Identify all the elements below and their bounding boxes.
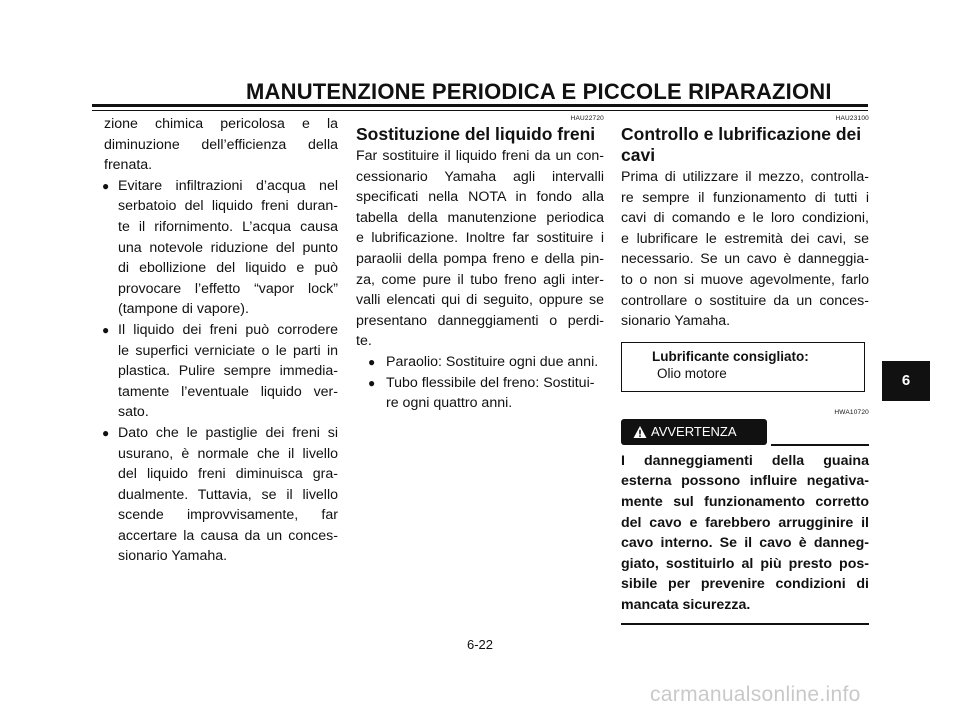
text-line: serbatoio del liquido freni duran- <box>118 198 338 215</box>
text-line: mente sul funzionamento corretto <box>621 493 869 510</box>
text-line: e lubrificazione. Inoltre far sostituire i <box>356 230 604 247</box>
warning-text <box>621 451 869 616</box>
text-line: paraolii della pompa freno e della pin- <box>356 250 604 267</box>
column-2 <box>356 114 604 414</box>
text-line: una notevole riduzione del punto <box>118 239 338 256</box>
text-line: le superfici verniciate o le parti in <box>118 342 338 359</box>
lubricant-box <box>621 342 865 392</box>
section-body <box>356 146 604 352</box>
warning-label: AVVERTENZA <box>651 423 737 439</box>
text-line: sionario Yamaha. <box>621 313 731 330</box>
section-title: Sostituzione del liquido freni <box>356 124 596 144</box>
text-line: sibile per prevenire condizioni di <box>621 576 869 593</box>
text-line: re ogni quattro anni. <box>386 395 513 412</box>
bullet-item <box>104 320 338 423</box>
text-line: I danneggiamenti della guaina <box>621 452 869 469</box>
text-line: plastica. Pulire sempre immedia- <box>118 363 338 380</box>
lubricant-value: Olio motore <box>657 365 727 381</box>
text-line: usurano, è normale che il livello <box>118 445 338 462</box>
text-line: del cavo e farebbero arrugginire il <box>621 514 869 531</box>
bullet-list <box>356 352 604 414</box>
warning-header <box>621 419 869 445</box>
warning-code: HWA10720 <box>834 408 869 416</box>
text-line: esterna possono influire negativa- <box>621 473 869 490</box>
text-line: cavi di comando e le loro condizioni, <box>621 210 869 227</box>
text-line: mancata sicurezza. <box>621 596 751 613</box>
text-line: zione chimica pericolosa e la <box>104 116 338 132</box>
text-line: tamente l’eventuale liquido ver- <box>118 383 338 400</box>
watermark: carmanualsonline.info <box>650 683 861 706</box>
bullet-icon: ● <box>102 425 110 440</box>
bullet-icon: ● <box>368 375 376 390</box>
bullet-icon: ● <box>368 354 376 369</box>
page-number: 6-22 <box>466 637 494 652</box>
text-line: za, come pure il tubo freno agli inter- <box>356 271 604 288</box>
text-line: scende improvvisamente, far <box>118 507 338 524</box>
section-title <box>621 124 869 166</box>
title-line: Controllo e lubrificazione dei <box>621 124 862 144</box>
text-line: (tampone di vapore). <box>118 301 249 318</box>
text-line: cessionario Yamaha agli intervalli <box>356 168 604 185</box>
lubricant-label: Lubrificante consigliato: <box>652 348 809 364</box>
text-line: provocare l’effetto “vapor lock” <box>118 280 338 297</box>
warning-triangle-icon <box>633 425 647 439</box>
text-line: accertare la causa da un conces- <box>118 527 338 544</box>
text-line: presentano danneggiamenti o perdi- <box>356 312 604 329</box>
section-body <box>621 167 869 332</box>
column-3 <box>621 114 869 625</box>
intro-paragraph <box>104 114 338 176</box>
text-line: cavo interno. Se il cavo è danneg- <box>621 535 869 552</box>
text-line: Far sostituire il liquido freni da un con- <box>356 148 604 164</box>
text-line: e lubrificare le estremità dei cavi, se <box>621 230 869 247</box>
warning-bottom-rule <box>621 623 869 625</box>
bullet-item <box>370 352 604 373</box>
text-line: Tubo flessibile del freno: Sostitui- <box>386 374 595 391</box>
page-title: MANUTENZIONE PERIODICA E PICCOLE RIPARAZIONI <box>246 79 832 104</box>
text-line: re sempre il funzionamento di tutti i <box>621 189 869 206</box>
bullet-icon: ● <box>102 178 110 193</box>
text-line: necessario. Se un cavo è danneggia- <box>621 251 869 268</box>
title-line: cavi <box>621 145 656 165</box>
text-line: specificati nella NOTA in fondo alla <box>356 189 604 206</box>
bullet-item <box>104 176 338 320</box>
text-line: sato. <box>118 404 149 421</box>
text-line: sionario Yamaha. <box>118 548 228 565</box>
bullet-item <box>104 423 338 567</box>
text-line: del liquido freni diminuisca gra- <box>118 466 338 483</box>
bullet-item <box>370 373 604 414</box>
text-line: te. <box>356 333 372 350</box>
text-line: Dato che le pastiglie dei freni si <box>118 424 338 441</box>
text-line: valli elencati qui di seguito, oppure se <box>356 292 604 309</box>
text-line: controllare o sostituire da un conces- <box>621 292 869 309</box>
text-line: Paraolio: Sostituire ogni due anni. <box>386 353 599 370</box>
warning-badge <box>621 419 767 445</box>
text-line: dualmente. Tuttavia, se il livello <box>118 486 338 503</box>
text-line: Il liquido dei freni può corrodere <box>118 321 338 338</box>
bullet-icon: ● <box>102 322 110 337</box>
header-rule-thin <box>92 110 868 111</box>
text-line: to o non si muove agevolmente, farlo <box>621 271 869 288</box>
text-line: di ebollizione del liquido e può <box>118 260 338 277</box>
text-line: te il rifornimento. L’acqua causa <box>118 218 338 235</box>
header-rule-thick <box>92 104 868 107</box>
text-line: diminuzione dell’efficienza della <box>104 136 338 153</box>
section-code: HAU22720 <box>570 115 604 122</box>
text-line: giato, sostituirlo al più presto pos- <box>621 555 869 572</box>
text-line: frenata. <box>104 157 153 174</box>
text-line: Prima di utilizzare il mezzo, controlla- <box>621 169 869 185</box>
warning-rule <box>771 444 869 446</box>
text-line: tabella della manutenzione periodica <box>356 209 604 226</box>
column-1 <box>104 114 338 567</box>
chapter-tab[interactable]: 6 <box>882 361 930 401</box>
section-code: HAU23100 <box>835 115 869 122</box>
text-line: Evitare infiltrazioni d’acqua nel <box>118 177 338 194</box>
